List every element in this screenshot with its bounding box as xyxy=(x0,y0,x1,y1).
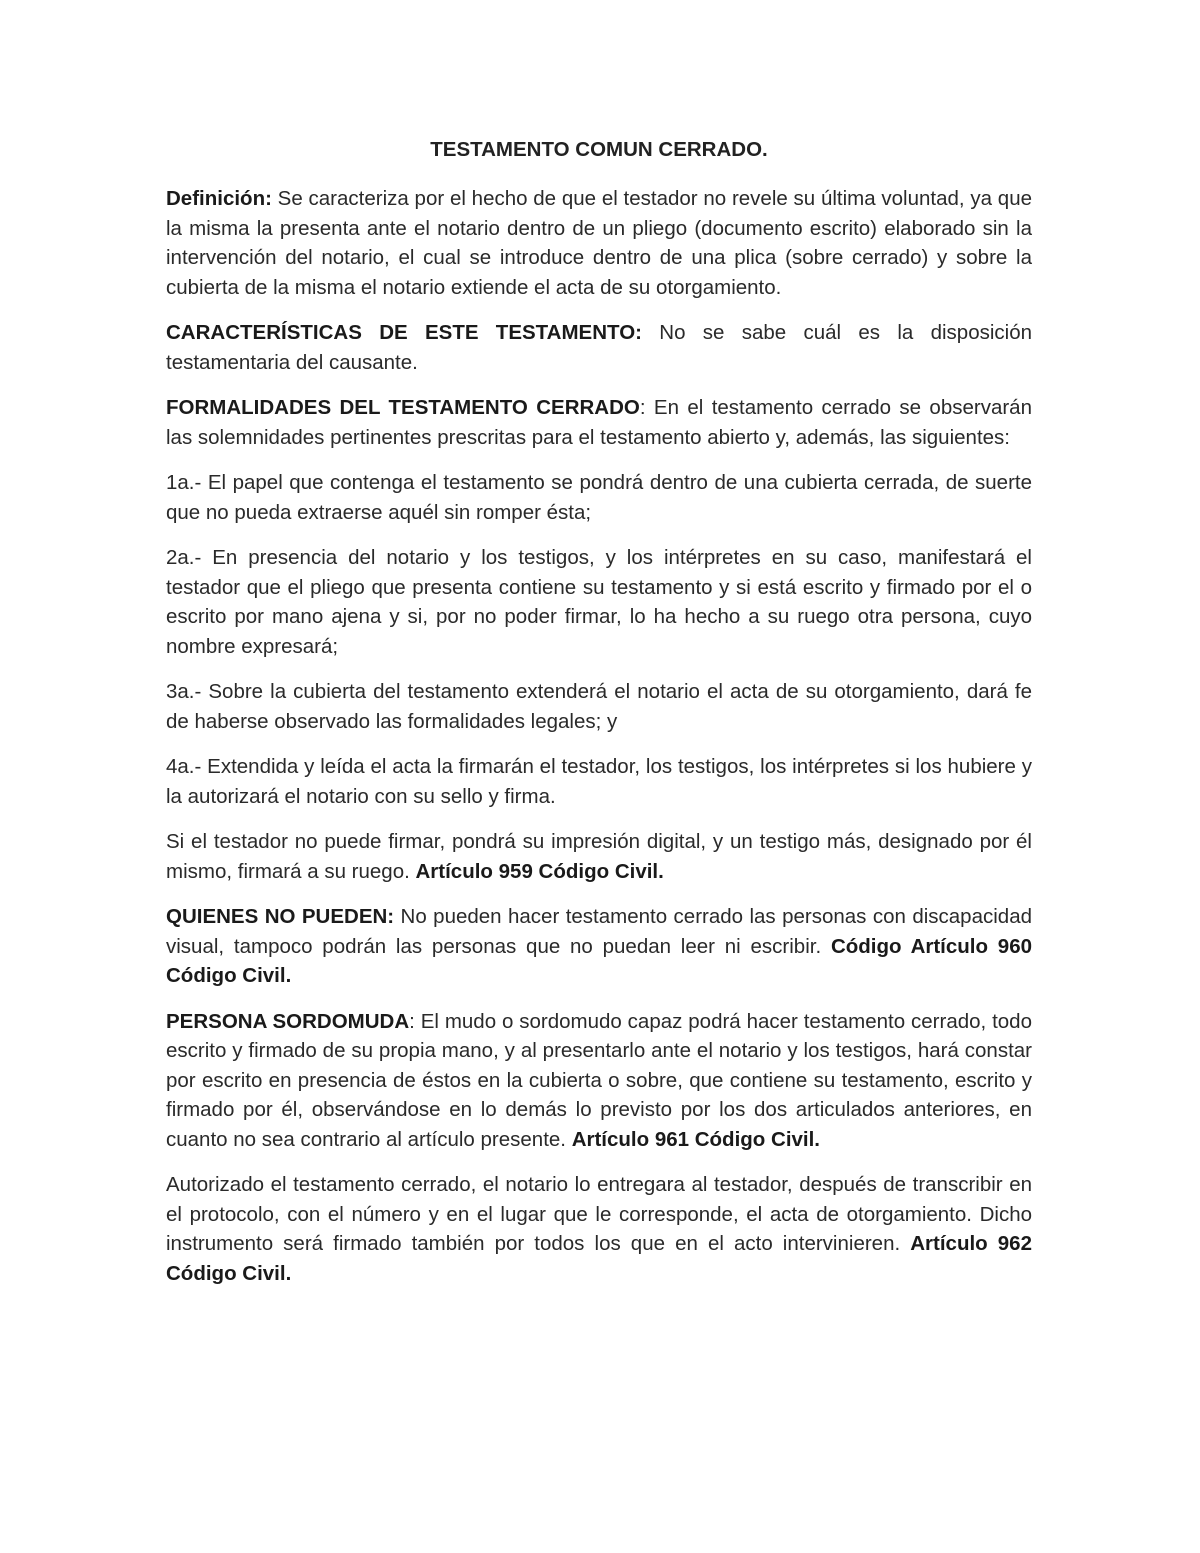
paragraph-lead: PERSONA SORDOMUDA xyxy=(166,1009,410,1033)
paragraph-item-1a xyxy=(166,468,1032,527)
paragraph-text: No se sabe cuál es la disposición testamentaria del causante. xyxy=(166,321,1033,374)
paragraph-item-3a xyxy=(166,677,1032,736)
document-title: TESTAMENTO COMUN CERRADO. xyxy=(430,138,768,161)
paragraph-firma xyxy=(166,827,1032,886)
document-page xyxy=(166,138,1032,1304)
paragraph-lead: QUIENES NO PUEDEN: xyxy=(166,905,395,928)
paragraph-text: : El mudo o sordomudo capaz podrá hacer testamento cerrado, todo escrito y firmado de su propia mano, y al presentarlo ante el notario y los testigos, hará constar por escrito en presencia de éstos en la cubierta o sobre, que contiene su testamento, escrito y firmado por él, observándose en lo demás lo previsto por los dos articulados anteriores, en cuanto no sea contrario al artículo presente. xyxy=(166,1009,1032,1151)
paragraph-ref: Artículo 961 Código Civil. xyxy=(571,1127,820,1151)
paragraph-caracteristicas xyxy=(166,318,1032,377)
paragraph-text: Si el testador no puede firmar, pondrá su impresión digital, y un testigo más, designado por él mismo, firmará a su ruego. xyxy=(166,830,1032,883)
paragraph-item-4a xyxy=(166,752,1032,811)
paragraph-text: : En el testamento cerrado se observarán las solemnidades pertinentes prescritas para el testamento abierto y, además, las siguientes: xyxy=(166,396,1032,449)
paragraph-text: Se caracteriza por el hecho de que el testador no revele su última voluntad, ya que la misma la presenta ante el notario dentro de un pliego (documento escrito) elaborado sin la intervención del notario, el cual se introduce dentro de una plica (sobre cerrado) y sobre la cubierta de la misma el notario extiende el acta de su otorgamiento. xyxy=(166,187,1032,299)
paragraph-ref: Artículo 962 Código Civil. xyxy=(166,1232,1032,1285)
paragraph-autorizado xyxy=(166,1170,1032,1288)
paragraph-persona-sordomuda xyxy=(166,1007,1032,1155)
paragraph-text: 2a.- En presencia del notario y los testigos, y los intérpretes en su caso, manifestará el testador que el pliego que presenta contiene su testamento y si está escrito y firmado por el o escrito por mano ajena y si, por no poder firmar, lo ha hecho a su ruego otra persona, cuyo nombre expresará; xyxy=(166,546,1032,658)
paragraph-lead: CARACTERÍSTICAS DE ESTE TESTAMENTO: xyxy=(166,321,642,344)
paragraph-lead: FORMALIDADES DEL TESTAMENTO CERRADO xyxy=(166,396,640,419)
paragraph-ref: Artículo 959 Código Civil. xyxy=(415,859,664,883)
paragraph-text: 4a.- Extendida y leída el acta la firmarán el testador, los testigos, los intérpretes si los hubiere y la autorizará el notario con su sello y firma. xyxy=(166,755,1032,808)
paragraph-text: 1a.- El papel que contenga el testamento se pondrá dentro de una cubierta cerrada, de suerte que no pueda extraerse aquél sin romper ésta; xyxy=(166,471,1032,524)
paragraph-lead: Definición: xyxy=(166,187,272,210)
paragraph-item-2a xyxy=(166,543,1032,661)
paragraph-text: Autorizado el testamento cerrado, el notario lo entregara al testador, después de transcribir en el protocolo, con el número y en el lugar que le corresponde, el acta de otorgamiento. Dicho instrumento será firmado también por todos los que en el acto intervinieren. xyxy=(166,1173,1032,1255)
paragraph-ref: Código Artículo 960 Código Civil. xyxy=(166,934,1033,987)
paragraph-text: 3a.- Sobre la cubierta del testamento extenderá el notario el acta de su otorgamiento, dará fe de haberse observado las formalidades legales; y xyxy=(166,680,1032,733)
paragraph-definicion xyxy=(166,184,1032,302)
paragraph-quienes-no-pueden xyxy=(166,902,1032,991)
paragraph-text: No pueden hacer testamento cerrado las personas con discapacidad visual, tampoco podrán las personas que no puedan leer ni escribir. xyxy=(166,905,1032,958)
paragraph-formalidades xyxy=(166,393,1032,452)
